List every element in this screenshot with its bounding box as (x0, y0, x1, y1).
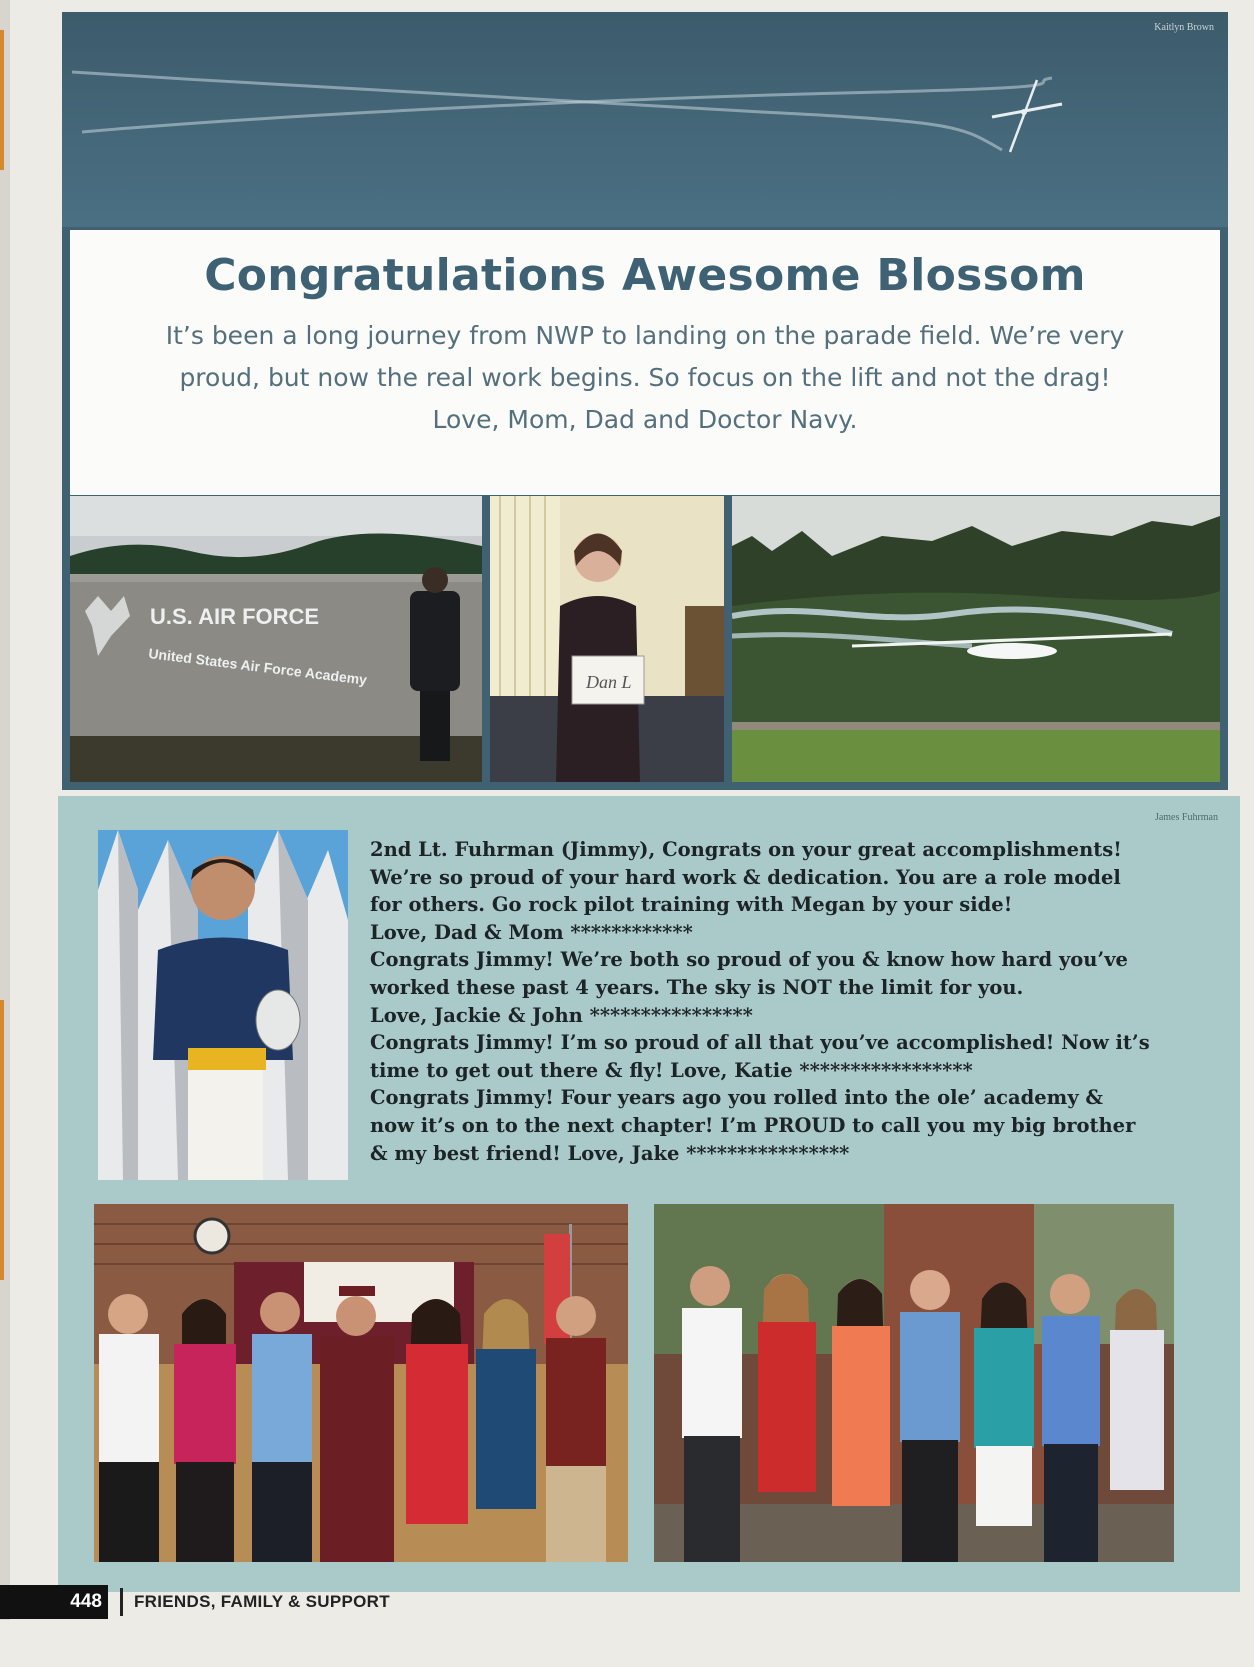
message-line: Congrats Jimmy! Four years ago you rolled into the ole’ academy & (370, 1086, 1104, 1110)
page-edge-mark (0, 30, 4, 170)
room-sign-text: Dan L (586, 672, 632, 692)
page-edge-mark (0, 1000, 4, 1280)
message-line: for others. Go rock pilot training with Megan by your side! (370, 893, 1013, 917)
photo-credit: Kaitlyn Brown (1154, 22, 1214, 33)
message-line: & my best friend! Love, Jake **************** (370, 1141, 850, 1165)
tribute-messages (370, 836, 1200, 1167)
message-line: worked these past 4 years. The sky is NOT the limit for you. (370, 975, 1024, 999)
tribute-message (370, 1084, 1200, 1167)
sign-subtext: United States Air Force Academy (147, 645, 368, 688)
headline: Congratulations Awesome Blossom (204, 250, 1086, 301)
glider-sky-photo (62, 12, 1228, 227)
message-line: Love, Jackie & John **************** (370, 1003, 753, 1027)
footer-divider (120, 1588, 123, 1616)
message-line: 2nd Lt. Fuhrman (Jimmy), Congrats on your great accomplishments! (370, 838, 1122, 861)
message-line: We’re so proud of your hard work & dedication. You are a role model (370, 865, 1121, 889)
congratulations-message (105, 315, 1185, 441)
dorm-room-photo (490, 496, 724, 782)
message-line: now it’s on to the next chapter! I’m PROUD to call you my big brother (370, 1113, 1136, 1137)
photo-credit: James Fuhrman (1154, 812, 1218, 823)
congratulations-box (70, 230, 1220, 495)
page-edge (0, 0, 10, 1620)
page-footer (0, 1585, 600, 1619)
message-line: Love, Dad & Mom ************ (370, 920, 693, 944)
glider-landing-photo (732, 496, 1220, 782)
graduation-family-photo (94, 1204, 628, 1562)
academy-sign-photo (70, 496, 482, 782)
top-tribute-panel (62, 12, 1228, 790)
sign-text: U.S. AIR FORCE (150, 604, 320, 629)
section-title: FRIENDS, FAMILY & SUPPORT (134, 1592, 390, 1611)
tribute-message (370, 946, 1200, 1029)
message-line: proud, but now the real work begins. So focus on the lift and not the drag! (179, 363, 1111, 392)
outdoor-family-photo (654, 1204, 1174, 1562)
message-line: Congrats Jimmy! We’re both so proud of you & know how hard you’ve (370, 948, 1128, 972)
page-number: 448 (0, 1585, 108, 1619)
tribute-message (370, 1029, 1200, 1084)
bottom-tribute-panel (58, 796, 1240, 1592)
cadet-portrait-photo (98, 830, 348, 1180)
message-line: Congrats Jimmy! I’m so proud of all that you’ve accomplished! Now it’s (370, 1031, 1150, 1055)
message-line: time to get out there & fly! Love, Katie ***************** (370, 1058, 973, 1082)
tribute-message (370, 836, 1200, 946)
message-line: Love, Mom, Dad and Doctor Navy. (432, 405, 858, 434)
message-line: It’s been a long journey from NWP to landing on the parade field. We’re very (165, 321, 1125, 350)
